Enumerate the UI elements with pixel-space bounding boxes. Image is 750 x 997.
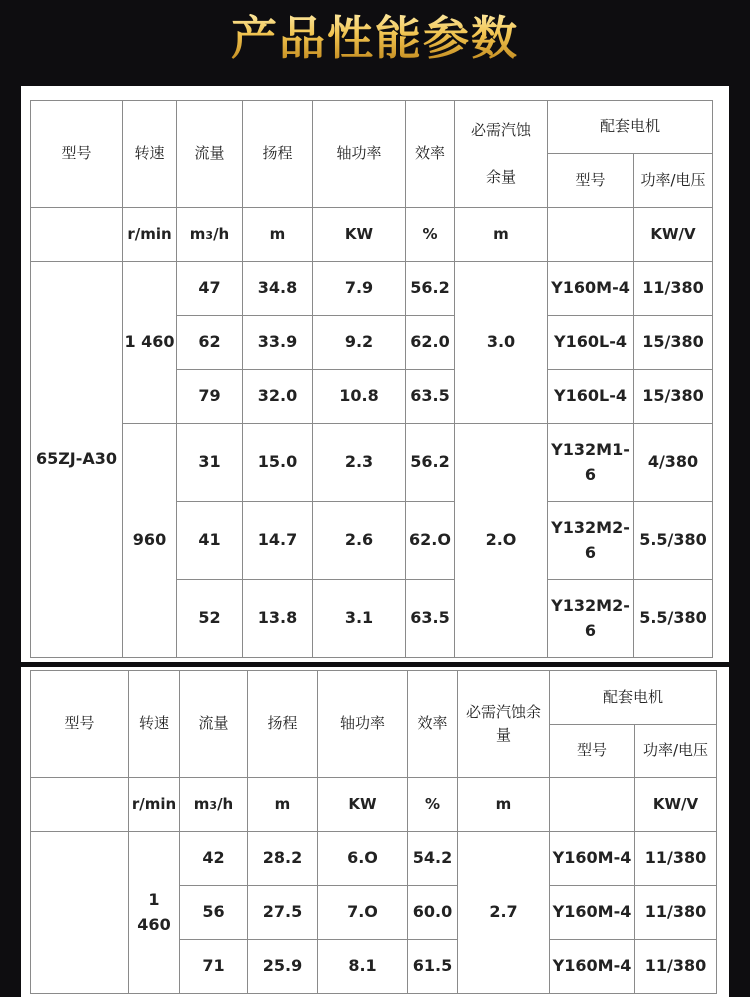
efficiency-cell: 56.2 — [406, 424, 455, 502]
unit-shaft-power: KW — [318, 778, 408, 832]
motor-pv-cell: 15/380 — [634, 316, 713, 370]
head-cell: 15.0 — [243, 424, 313, 502]
npsh-cell: 2.7 — [458, 832, 550, 994]
unit-head: m — [248, 778, 318, 832]
motor-model-cell: Y160L-4 — [548, 316, 634, 370]
motor-model-cell: Y160M-4 — [550, 886, 635, 940]
flow-cell: 31 — [177, 424, 243, 502]
header-shaft-power: 轴功率 — [318, 671, 408, 778]
motor-pv-cell: 11/380 — [635, 886, 717, 940]
model-cell — [31, 832, 129, 994]
header-speed: 转速 — [123, 101, 177, 208]
motor-model-cell: Y132M1- 6 — [548, 424, 634, 502]
npsh-cell: 3.0 — [455, 262, 548, 424]
table-row — [31, 424, 713, 502]
header-flow: 流量 — [177, 101, 243, 208]
table-row — [31, 262, 713, 316]
efficiency-cell: 62.0 — [406, 316, 455, 370]
power-cell: 2.3 — [313, 424, 406, 502]
flow-cell: 41 — [177, 502, 243, 580]
header-motor: 配套电机 — [550, 671, 717, 725]
motor-model-cell: Y160M-4 — [550, 940, 635, 994]
head-cell: 33.9 — [243, 316, 313, 370]
head-cell: 34.8 — [243, 262, 313, 316]
header-motor-model: 型号 — [548, 154, 634, 208]
performance-panel-2 — [21, 667, 729, 997]
unit-flow: m3/h — [180, 778, 248, 832]
unit-efficiency: % — [408, 778, 458, 832]
flow-cell: 47 — [177, 262, 243, 316]
efficiency-cell: 63.5 — [406, 580, 455, 658]
motor-pv-cell: 5.5/380 — [634, 580, 713, 658]
flow-cell: 79 — [177, 370, 243, 424]
unit-head: m — [243, 208, 313, 262]
efficiency-cell: 54.2 — [408, 832, 458, 886]
motor-model-cell: Y132M2- 6 — [548, 580, 634, 658]
unit-npsh: m — [458, 778, 550, 832]
unit-motor-power-voltage: KW/V — [634, 208, 713, 262]
motor-pv-cell: 4/380 — [634, 424, 713, 502]
performance-panel-1 — [21, 86, 729, 662]
header-head: 扬程 — [243, 101, 313, 208]
header-motor-power-voltage: 功率/电压 — [635, 725, 717, 778]
power-cell: 3.1 — [313, 580, 406, 658]
header-npsh: 必需汽蚀 余量 — [455, 101, 548, 208]
efficiency-cell: 60.0 — [408, 886, 458, 940]
table-row — [31, 832, 717, 886]
efficiency-cell: 56.2 — [406, 262, 455, 316]
flow-cell: 71 — [180, 940, 248, 994]
flow-cell: 42 — [180, 832, 248, 886]
power-cell: 10.8 — [313, 370, 406, 424]
speed-cell: 1 460 — [129, 832, 180, 994]
power-cell: 7.O — [318, 886, 408, 940]
header-efficiency: 效率 — [406, 101, 455, 208]
performance-table-1 — [30, 100, 713, 658]
head-cell: 28.2 — [248, 832, 318, 886]
motor-pv-cell: 5.5/380 — [634, 502, 713, 580]
unit-shaft-power: KW — [313, 208, 406, 262]
header-motor-model: 型号 — [550, 725, 635, 778]
flow-cell: 62 — [177, 316, 243, 370]
motor-model-cell: Y160L-4 — [548, 370, 634, 424]
power-cell: 2.6 — [313, 502, 406, 580]
header-npsh: 必需汽蚀余 量 — [458, 671, 550, 778]
head-cell: 14.7 — [243, 502, 313, 580]
motor-pv-cell: 11/380 — [635, 940, 717, 994]
power-cell: 7.9 — [313, 262, 406, 316]
efficiency-cell: 63.5 — [406, 370, 455, 424]
unit-motor-model — [550, 778, 635, 832]
head-cell: 27.5 — [248, 886, 318, 940]
unit-speed: r/min — [129, 778, 180, 832]
head-cell: 32.0 — [243, 370, 313, 424]
header-motor-power-voltage: 功率/电压 — [634, 154, 713, 208]
efficiency-cell: 61.5 — [408, 940, 458, 994]
unit-npsh: m — [455, 208, 548, 262]
page-title: 产品性能参数 — [0, 6, 750, 70]
header-shaft-power: 轴功率 — [313, 101, 406, 208]
power-cell: 6.O — [318, 832, 408, 886]
unit-efficiency: % — [406, 208, 455, 262]
speed-cell: 960 — [123, 424, 177, 658]
unit-motor-model — [548, 208, 634, 262]
performance-table-2 — [30, 670, 717, 994]
header-model: 型号 — [31, 671, 129, 778]
power-cell: 9.2 — [313, 316, 406, 370]
head-cell: 25.9 — [248, 940, 318, 994]
flow-cell: 56 — [180, 886, 248, 940]
unit-speed: r/min — [123, 208, 177, 262]
header-model: 型号 — [31, 101, 123, 208]
model-cell: 65ZJ-A30 — [31, 262, 123, 658]
motor-pv-cell: 11/380 — [634, 262, 713, 316]
unit-flow: m3/h — [177, 208, 243, 262]
npsh-cell: 2.O — [455, 424, 548, 658]
motor-pv-cell: 15/380 — [634, 370, 713, 424]
motor-pv-cell: 11/380 — [635, 832, 717, 886]
motor-model-cell: Y132M2- 6 — [548, 502, 634, 580]
head-cell: 13.8 — [243, 580, 313, 658]
speed-cell: 1 460 — [123, 262, 177, 424]
header-speed: 转速 — [129, 671, 180, 778]
flow-cell: 52 — [177, 580, 243, 658]
header-efficiency: 效率 — [408, 671, 458, 778]
unit-motor-power-voltage: KW/V — [635, 778, 717, 832]
motor-model-cell: Y160M-4 — [550, 832, 635, 886]
efficiency-cell: 62.O — [406, 502, 455, 580]
motor-model-cell: Y160M-4 — [548, 262, 634, 316]
power-cell: 8.1 — [318, 940, 408, 994]
header-head: 扬程 — [248, 671, 318, 778]
header-flow: 流量 — [180, 671, 248, 778]
header-motor: 配套电机 — [548, 101, 713, 154]
